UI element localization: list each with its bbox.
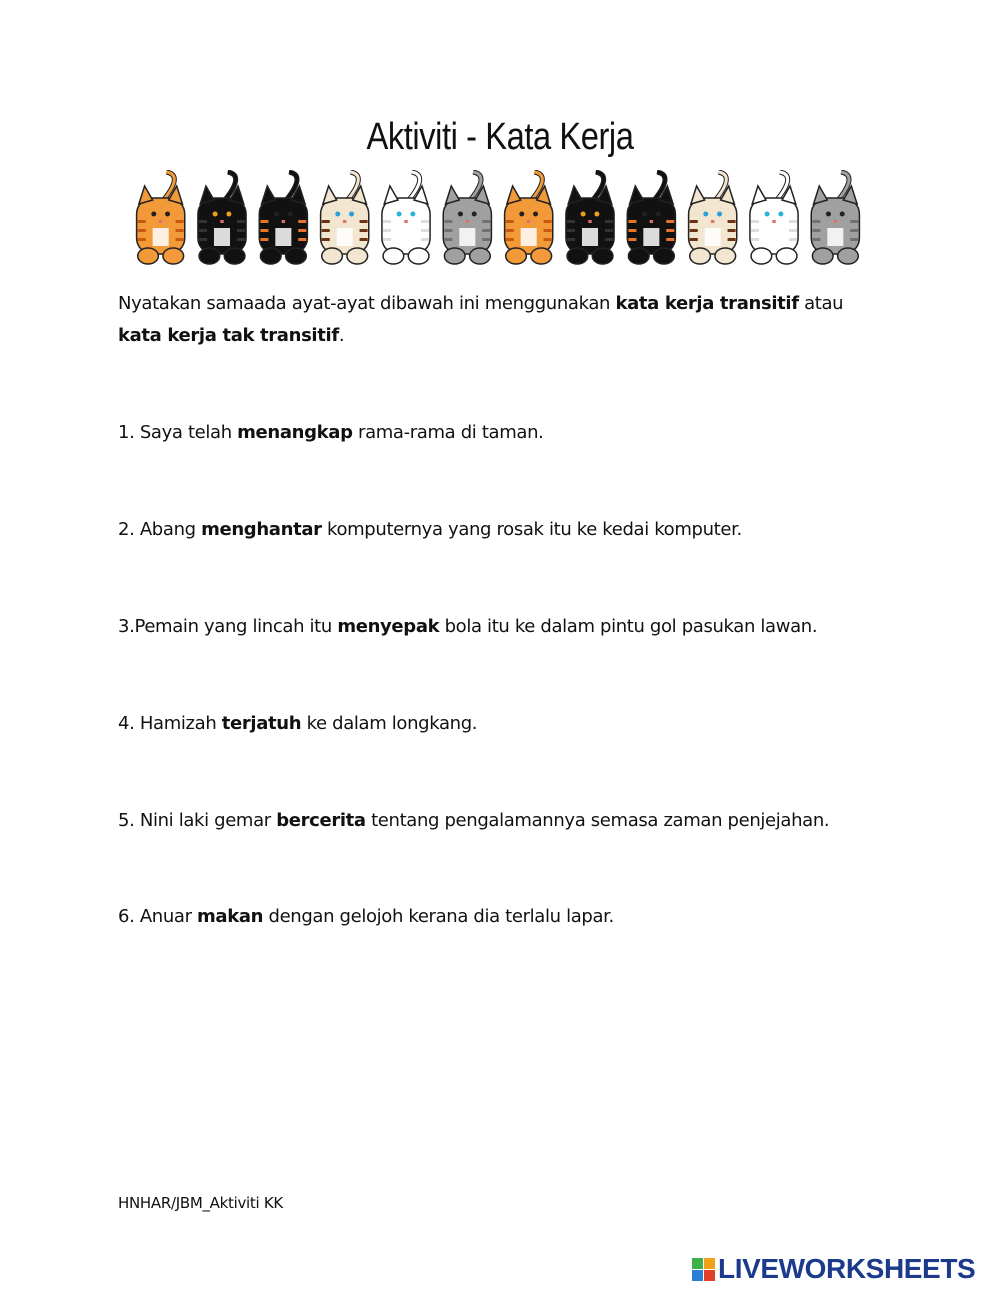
liveworksheets-brand[interactable]: [692, 1253, 975, 1285]
cat-border-illustration: [130, 170, 866, 266]
question-text: komputernya yang rosak itu ke kedai komputer.: [321, 519, 742, 540]
question-text: ke dalam longkang.: [301, 713, 478, 734]
question-text: tentang pengalamannya semasa zaman penjejahan.: [365, 810, 830, 831]
question-1: [118, 422, 918, 443]
brand-wordmark: LIVEWORKSHEETS: [718, 1253, 976, 1284]
question-text: 5. Nini laki gemar: [118, 810, 277, 831]
question-3: [118, 616, 918, 637]
page-title: Aktiviti - Kata Kerja: [366, 116, 634, 158]
question-text: 4. Hamizah: [118, 713, 222, 734]
cat-border-banner: [130, 170, 866, 266]
liveworksheets-logo-icon: [692, 1258, 715, 1281]
logo-tile: [704, 1270, 715, 1281]
instructions-bold-intransitive: kata kerja tak transitif: [118, 325, 339, 346]
instructions-text-1: Nyatakan samaada ayat-ayat dibawah ini menggunakan: [118, 293, 616, 314]
question-verb: makan: [197, 906, 264, 927]
question-4: [118, 713, 918, 734]
white-cat-icon: [750, 172, 798, 264]
question-5: [118, 810, 918, 831]
question-2: [118, 519, 918, 540]
logo-tile: [692, 1270, 703, 1281]
siamese-cat-icon: [689, 172, 737, 264]
instructions-bold-transitive: kata kerja transitif: [615, 293, 799, 314]
question-text: bola itu ke dalam pintu gol pasukan lawan.: [439, 616, 818, 637]
siamese-cat-icon: [321, 172, 369, 264]
black-cat-icon: [566, 172, 614, 264]
calico-cat-icon: [627, 172, 675, 264]
question-verb: menyepak: [337, 616, 440, 637]
question-verb: terjatuh: [221, 713, 302, 734]
question-verb: bercerita: [276, 810, 366, 831]
grey-cat-icon: [443, 172, 491, 264]
calico-cat-icon: [259, 172, 307, 264]
question-text: 1. Saya telah: [118, 422, 238, 443]
question-text: 3.Pemain yang lincah itu: [118, 616, 338, 637]
question-verb: menangkap: [237, 422, 353, 443]
grey-cat-icon: [811, 172, 859, 264]
orange-tabby-cat-icon: [137, 172, 185, 264]
black-cat-icon: [198, 172, 246, 264]
question-text: 2. Abang: [118, 519, 202, 540]
question-text: dengan gelojoh kerana dia terlalu lapar.: [263, 906, 614, 927]
question-6: [118, 906, 918, 927]
logo-tile: [692, 1258, 703, 1269]
white-cat-icon: [382, 172, 430, 264]
orange-tabby-cat-icon: [505, 172, 553, 264]
instructions-text-2: atau: [798, 293, 844, 314]
logo-tile: [704, 1258, 715, 1269]
instructions: [118, 288, 878, 352]
question-verb: menghantar: [201, 519, 322, 540]
question-text: 6. Anuar: [118, 906, 198, 927]
footer-code: HNHAR/JBM_Aktiviti KK: [118, 1194, 283, 1212]
instructions-text-3: .: [338, 325, 345, 346]
question-text: rama-rama di taman.: [352, 422, 544, 443]
